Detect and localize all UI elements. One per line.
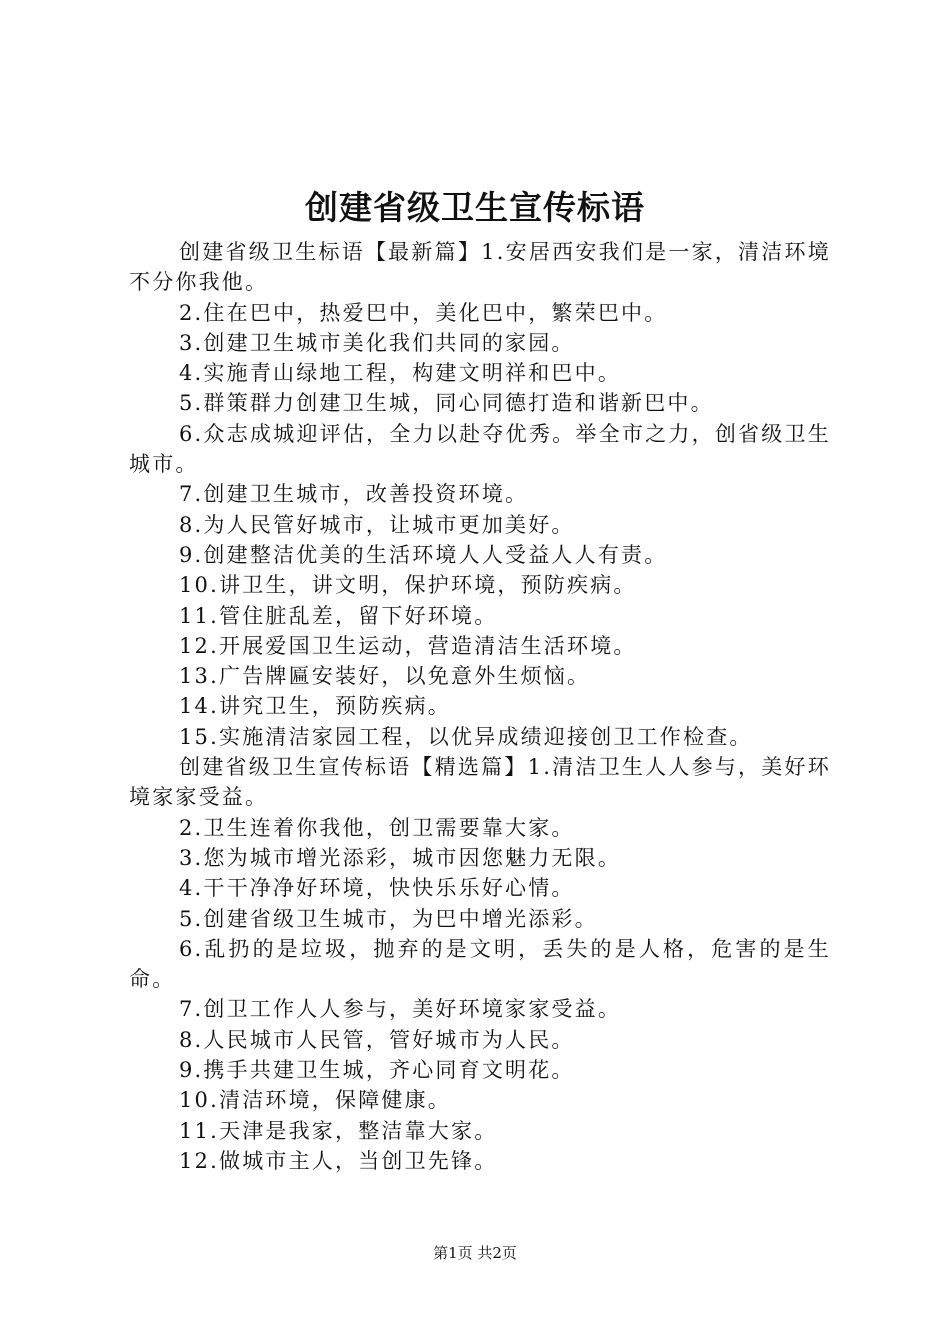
paragraph: 创建省级卫生宣传标语【精选篇】1.清洁卫生人人参与，美好环境家家受益。: [129, 755, 831, 810]
paragraph: 6.乱扔的是垃圾，抛弃的是文明，丢失的是人格，危害的是生命。: [129, 936, 831, 992]
paragraph: 5.群策群力创建卫生城，同心同德打造和谐新巴中。: [179, 391, 714, 416]
paragraph: 5.创建省级卫生城市，为巴中增光添彩。: [179, 906, 598, 931]
paragraph: 10.讲卫生，讲文明，保护环境，预防疾病。: [179, 573, 637, 598]
paragraph: 13.广告牌匾安装好，以免意外生烦恼。: [179, 664, 591, 689]
paragraph: 8.人民城市人民管，管好城市为人民。: [179, 1027, 575, 1052]
document-body: [129, 237, 831, 1176]
paragraph: 4.实施青山绿地工程，构建文明祥和巴中。: [179, 361, 622, 386]
paragraph: 6.众志成城迎评估，全力以赴夺优秀。举全市之力，创省级卫生城市。: [129, 421, 831, 477]
paragraph: 4.干干净净好环境，快快乐乐好心情。: [179, 876, 575, 901]
document-title: 创建省级卫生宣传标语: [305, 188, 645, 227]
paragraph: 15.实施清洁家园工程，以优异成绩迎接创卫工作检查。: [179, 724, 753, 749]
paragraph: 8.为人民管好城市，让城市更加美好。: [179, 512, 575, 537]
paragraph: 2.卫生连着你我他，创卫需要靠大家。: [179, 815, 575, 840]
page-number-footer: 第1页 共2页: [433, 1244, 517, 1262]
paragraph: 14.讲究卫生，预防疾病。: [179, 694, 451, 719]
paragraph: 7.创建卫生城市，改善投资环境。: [179, 482, 529, 507]
paragraph: 3.创建卫生城市美化我们共同的家园。: [179, 330, 575, 355]
paragraph: 11.管住脏乱差，留下好环境。: [179, 603, 498, 628]
paragraph: 10.清洁环境，保障健康。: [179, 1088, 451, 1113]
paragraph: 9.创建整洁优美的生活环境人人受益人人有责。: [179, 542, 668, 567]
paragraph: 12.做城市主人，当创卫先锋。: [179, 1148, 498, 1173]
paragraph: 创建省级卫生标语【最新篇】1.安居西安我们是一家，清洁环境不分你我他。: [129, 240, 831, 295]
paragraph: 3.您为城市增光添彩，城市因您魅力无限。: [179, 845, 622, 870]
paragraph: 2.住在巴中，热爱巴中，美化巴中，繁荣巴中。: [179, 300, 668, 325]
paragraph: 7.创卫工作人人参与，美好环境家家受益。: [179, 997, 622, 1022]
paragraph: 9.携手共建卫生城，齐心同育文明花。: [179, 1058, 575, 1083]
paragraph: 11.天津是我家，整洁靠大家。: [179, 1118, 498, 1143]
paragraph: 12.开展爱国卫生运动，营造清洁生活环境。: [179, 633, 637, 658]
